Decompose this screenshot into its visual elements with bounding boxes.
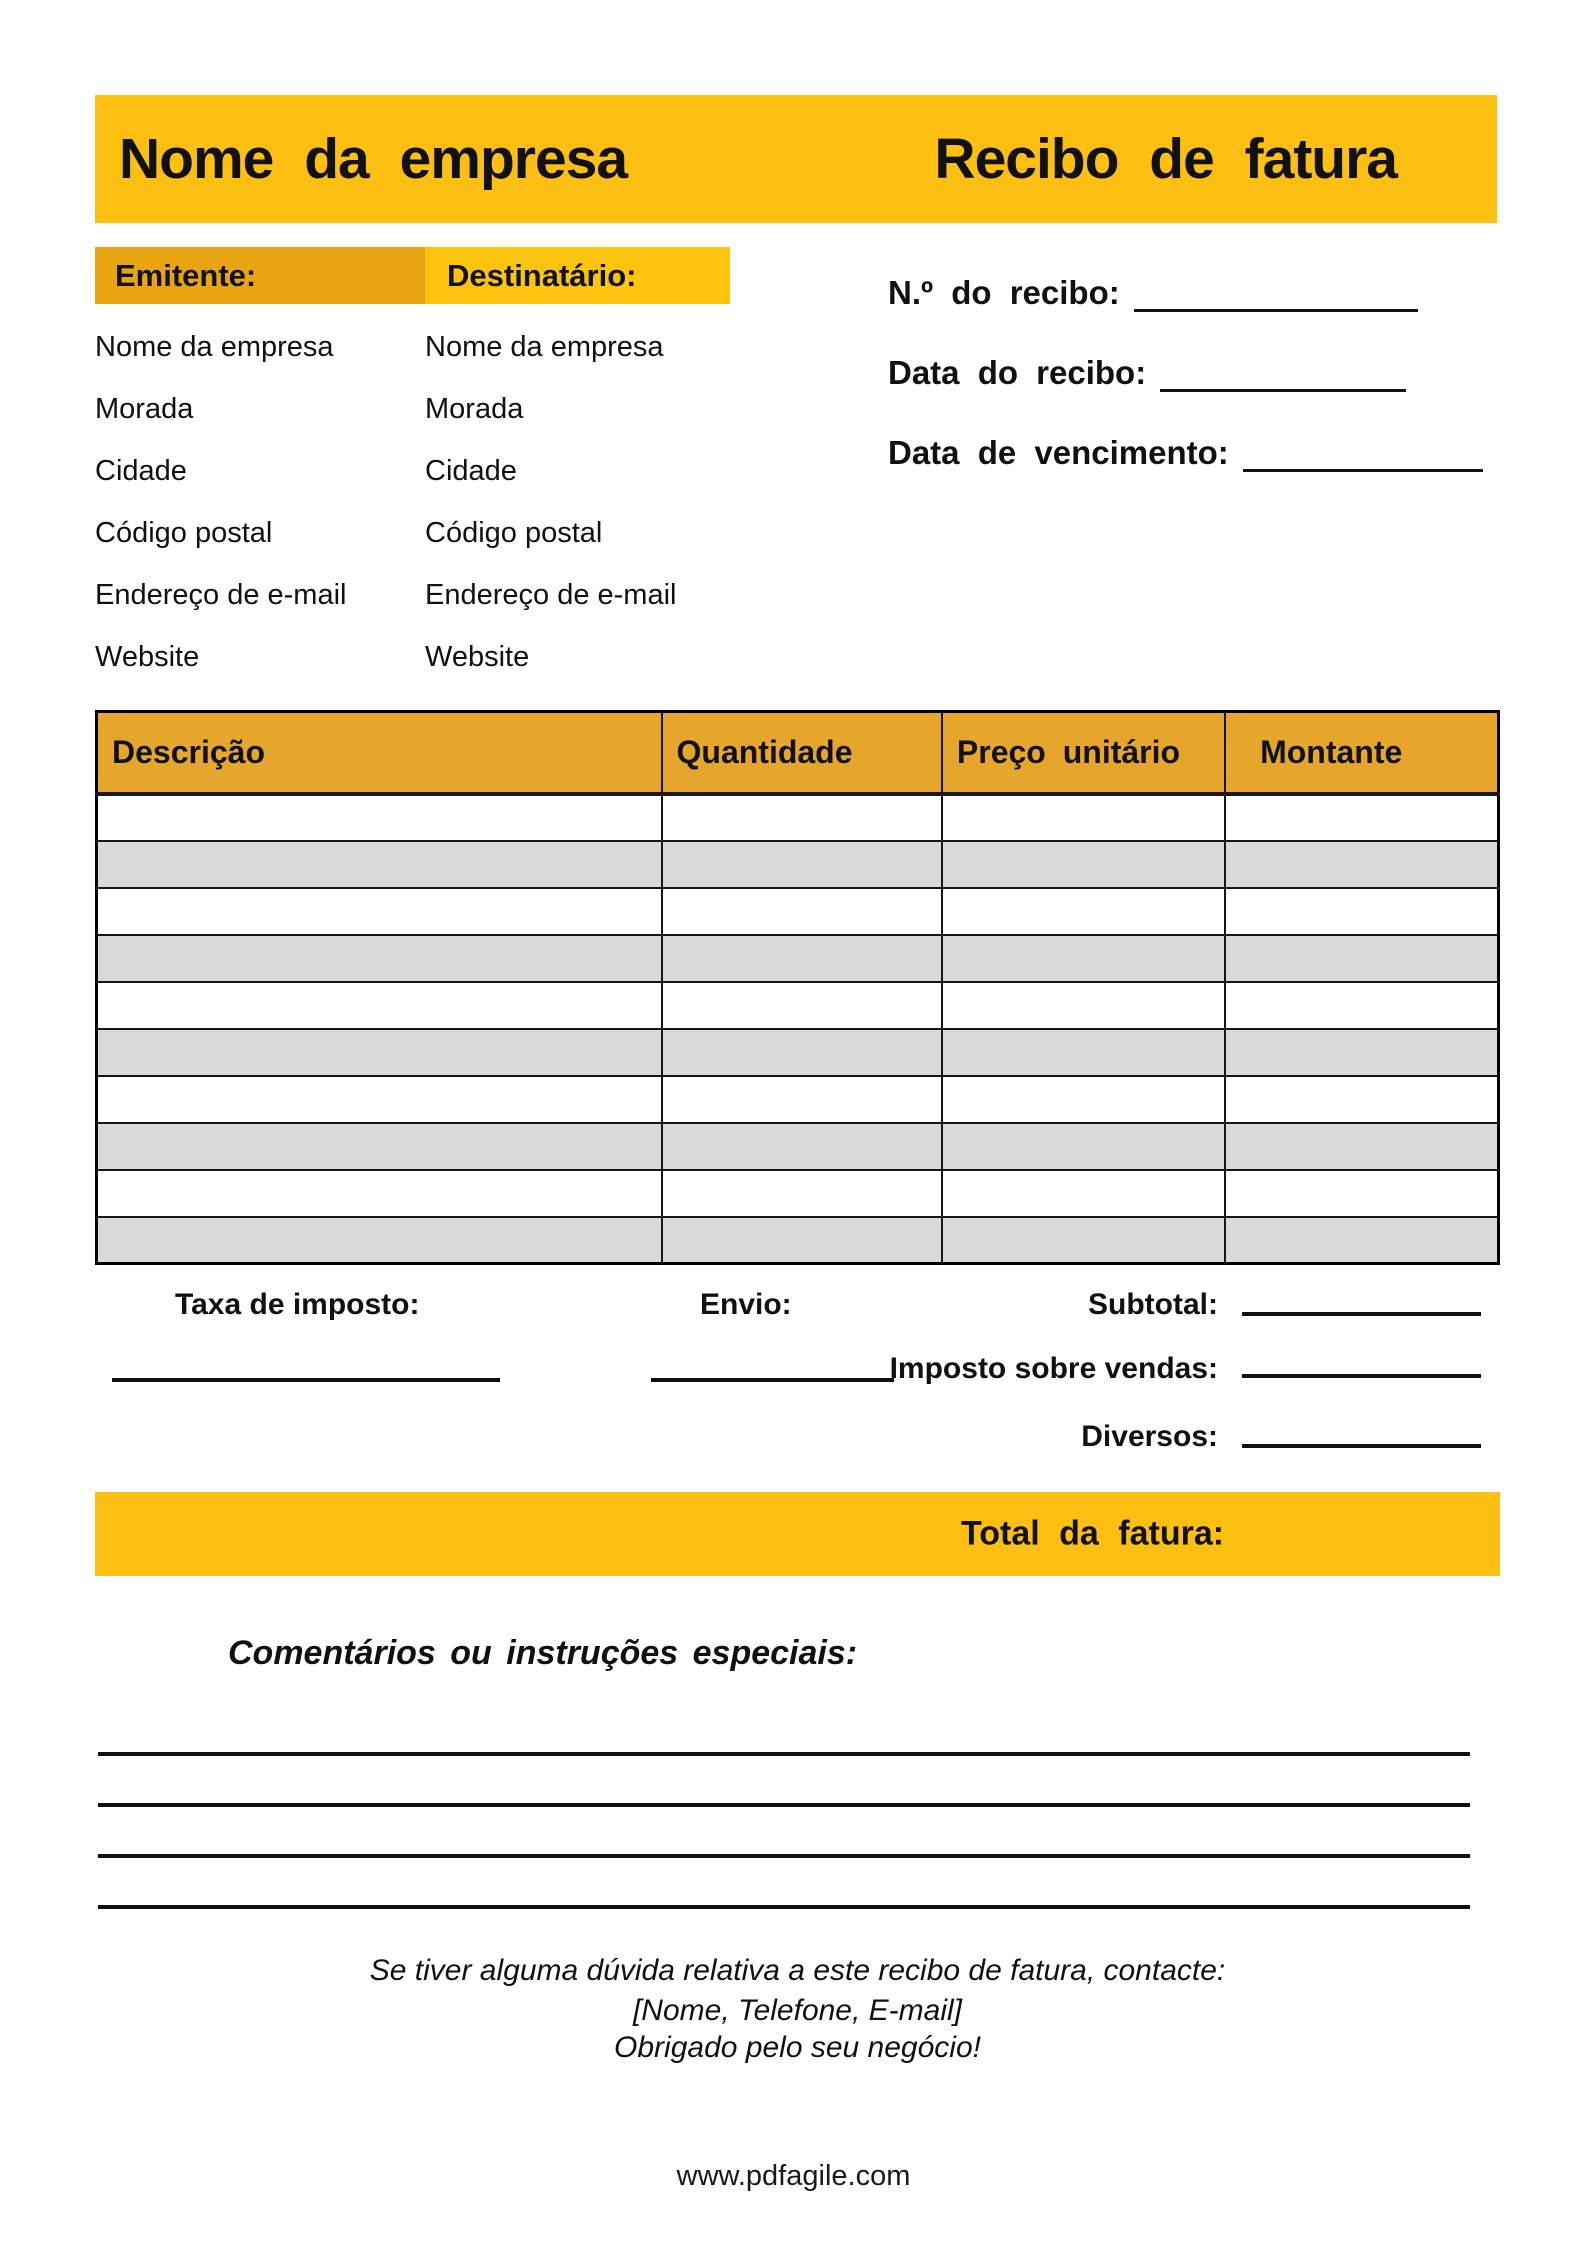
party-header-row bbox=[95, 247, 730, 304]
company-name: Nome da empresa bbox=[119, 127, 628, 191]
item-row bbox=[97, 935, 1499, 982]
receipt-number-input[interactable] bbox=[1134, 271, 1418, 312]
item-cell[interactable] bbox=[662, 1123, 942, 1170]
recipient-field: Código postal bbox=[425, 517, 603, 549]
column-header-amount: Montante bbox=[1225, 712, 1498, 794]
comment-line[interactable] bbox=[98, 1803, 1470, 1807]
item-cell[interactable] bbox=[942, 1170, 1225, 1217]
item-cell[interactable] bbox=[662, 1217, 942, 1264]
item-cell[interactable] bbox=[1225, 794, 1498, 841]
sender-field: Cidade bbox=[95, 455, 187, 487]
item-cell[interactable] bbox=[942, 1217, 1225, 1264]
thanks-note: Obrigado pelo seu negócio! bbox=[614, 2031, 981, 2064]
recipient-field: Morada bbox=[425, 393, 524, 425]
receipt-number-row bbox=[888, 266, 1483, 312]
item-cell[interactable] bbox=[97, 841, 662, 888]
sender-label: Emitente: bbox=[115, 257, 257, 293]
receipt-date-label: Data do recibo: bbox=[888, 354, 1147, 391]
column-header-quantity: Quantidade bbox=[662, 712, 942, 794]
item-cell[interactable] bbox=[97, 1123, 662, 1170]
item-cell[interactable] bbox=[97, 1076, 662, 1123]
comment-line[interactable] bbox=[98, 1854, 1470, 1858]
contact-note: Se tiver alguma dúvida relativa a este recibo de fatura, contacte: bbox=[369, 1954, 1226, 1987]
receipt-date-row bbox=[888, 346, 1483, 392]
sender-field: Website bbox=[95, 641, 200, 673]
contact-details-placeholder: [Nome, Telefone, E-mail] bbox=[632, 1994, 963, 2027]
comment-line[interactable] bbox=[98, 1905, 1470, 1909]
comment-lines bbox=[98, 1752, 1470, 1956]
item-row bbox=[97, 1123, 1499, 1170]
item-cell[interactable] bbox=[97, 1170, 662, 1217]
website-text: www.pdfagile.com bbox=[676, 2160, 911, 2192]
item-cell[interactable] bbox=[942, 1076, 1225, 1123]
column-header-description: Descrição bbox=[97, 712, 662, 794]
due-date-label: Data de vencimento: bbox=[888, 434, 1229, 471]
item-cell[interactable] bbox=[1225, 982, 1498, 1029]
item-cell[interactable] bbox=[1225, 1076, 1498, 1123]
invoice-total-label: Total da fatura: bbox=[961, 1514, 1225, 1553]
misc-input[interactable] bbox=[1242, 1444, 1481, 1448]
item-row bbox=[97, 982, 1499, 1029]
item-cell[interactable] bbox=[1225, 1029, 1498, 1076]
item-cell[interactable] bbox=[1225, 1170, 1498, 1217]
item-row bbox=[97, 888, 1499, 935]
comment-line[interactable] bbox=[98, 1752, 1470, 1756]
item-cell[interactable] bbox=[1225, 935, 1498, 982]
item-cell[interactable] bbox=[662, 935, 942, 982]
sender-section-header bbox=[95, 247, 425, 304]
item-cell[interactable] bbox=[97, 1217, 662, 1264]
top-banner bbox=[95, 95, 1497, 223]
item-cell[interactable] bbox=[662, 794, 942, 841]
item-cell[interactable] bbox=[942, 888, 1225, 935]
sender-fields bbox=[95, 332, 425, 704]
recipient-field: Endereço de e-mail bbox=[425, 579, 677, 611]
item-cell[interactable] bbox=[1225, 841, 1498, 888]
shipping-input[interactable] bbox=[651, 1378, 894, 1382]
item-cell[interactable] bbox=[97, 1029, 662, 1076]
item-cell[interactable] bbox=[97, 982, 662, 1029]
items-table bbox=[95, 710, 1500, 1265]
item-cell[interactable] bbox=[662, 1170, 942, 1217]
item-cell[interactable] bbox=[97, 794, 662, 841]
item-cell[interactable] bbox=[942, 1029, 1225, 1076]
item-cell[interactable] bbox=[942, 935, 1225, 982]
item-cell[interactable] bbox=[942, 841, 1225, 888]
invoice-total-bar bbox=[95, 1492, 1500, 1576]
party-columns bbox=[95, 332, 676, 704]
due-date-input[interactable] bbox=[1243, 431, 1483, 472]
sender-field: Morada bbox=[95, 393, 194, 425]
tax-rate-label: Taxa de imposto: bbox=[175, 1288, 420, 1321]
subtotal-input[interactable] bbox=[1242, 1312, 1481, 1316]
item-cell[interactable] bbox=[1225, 1217, 1498, 1264]
item-cell[interactable] bbox=[662, 982, 942, 1029]
column-header-unit-price: Preço unitário bbox=[942, 712, 1225, 794]
recipient-field: Cidade bbox=[425, 455, 517, 487]
item-cell[interactable] bbox=[1225, 888, 1498, 935]
items-table-header bbox=[97, 712, 1499, 794]
item-cell[interactable] bbox=[662, 888, 942, 935]
recipient-label: Destinatário: bbox=[447, 257, 637, 293]
item-cell[interactable] bbox=[662, 1076, 942, 1123]
item-row bbox=[97, 1170, 1499, 1217]
recipient-field: Nome da empresa bbox=[425, 331, 664, 363]
items-header-row bbox=[97, 712, 1499, 794]
item-cell[interactable] bbox=[97, 888, 662, 935]
sender-field: Endereço de e-mail bbox=[95, 579, 347, 611]
item-cell[interactable] bbox=[662, 841, 942, 888]
recipient-section-header bbox=[425, 247, 730, 304]
sales-tax-input[interactable] bbox=[1242, 1374, 1481, 1378]
item-row bbox=[97, 1029, 1499, 1076]
due-date-row bbox=[888, 426, 1483, 472]
item-cell[interactable] bbox=[942, 982, 1225, 1029]
item-row bbox=[97, 1076, 1499, 1123]
item-cell[interactable] bbox=[97, 935, 662, 982]
item-row bbox=[97, 841, 1499, 888]
receipt-meta bbox=[888, 266, 1483, 506]
receipt-date-input[interactable] bbox=[1160, 351, 1406, 392]
page-title: Recibo de fatura bbox=[934, 127, 1397, 191]
footer-contact bbox=[95, 1952, 1500, 2066]
subtotal-label: Subtotal: bbox=[1088, 1288, 1218, 1321]
sender-field: Nome da empresa bbox=[95, 331, 334, 363]
tax-rate-input[interactable] bbox=[112, 1378, 500, 1382]
item-cell[interactable] bbox=[1225, 1123, 1498, 1170]
item-cell[interactable] bbox=[662, 1029, 942, 1076]
item-row bbox=[97, 794, 1499, 841]
sales-tax-label: Imposto sobre vendas: bbox=[889, 1352, 1218, 1385]
sender-field: Código postal bbox=[95, 517, 273, 549]
comments-label: Comentários ou instruções especiais: bbox=[228, 1634, 858, 1672]
recipient-fields bbox=[425, 332, 676, 704]
receipt-number-label: N.º do recibo: bbox=[888, 274, 1120, 311]
misc-label: Diversos: bbox=[1081, 1420, 1218, 1453]
shipping-label: Envio: bbox=[700, 1288, 792, 1321]
item-cell[interactable] bbox=[942, 1123, 1225, 1170]
recipient-field: Website bbox=[425, 641, 530, 673]
item-cell[interactable] bbox=[942, 794, 1225, 841]
item-row bbox=[97, 1217, 1499, 1264]
items-table-body bbox=[97, 794, 1499, 1264]
